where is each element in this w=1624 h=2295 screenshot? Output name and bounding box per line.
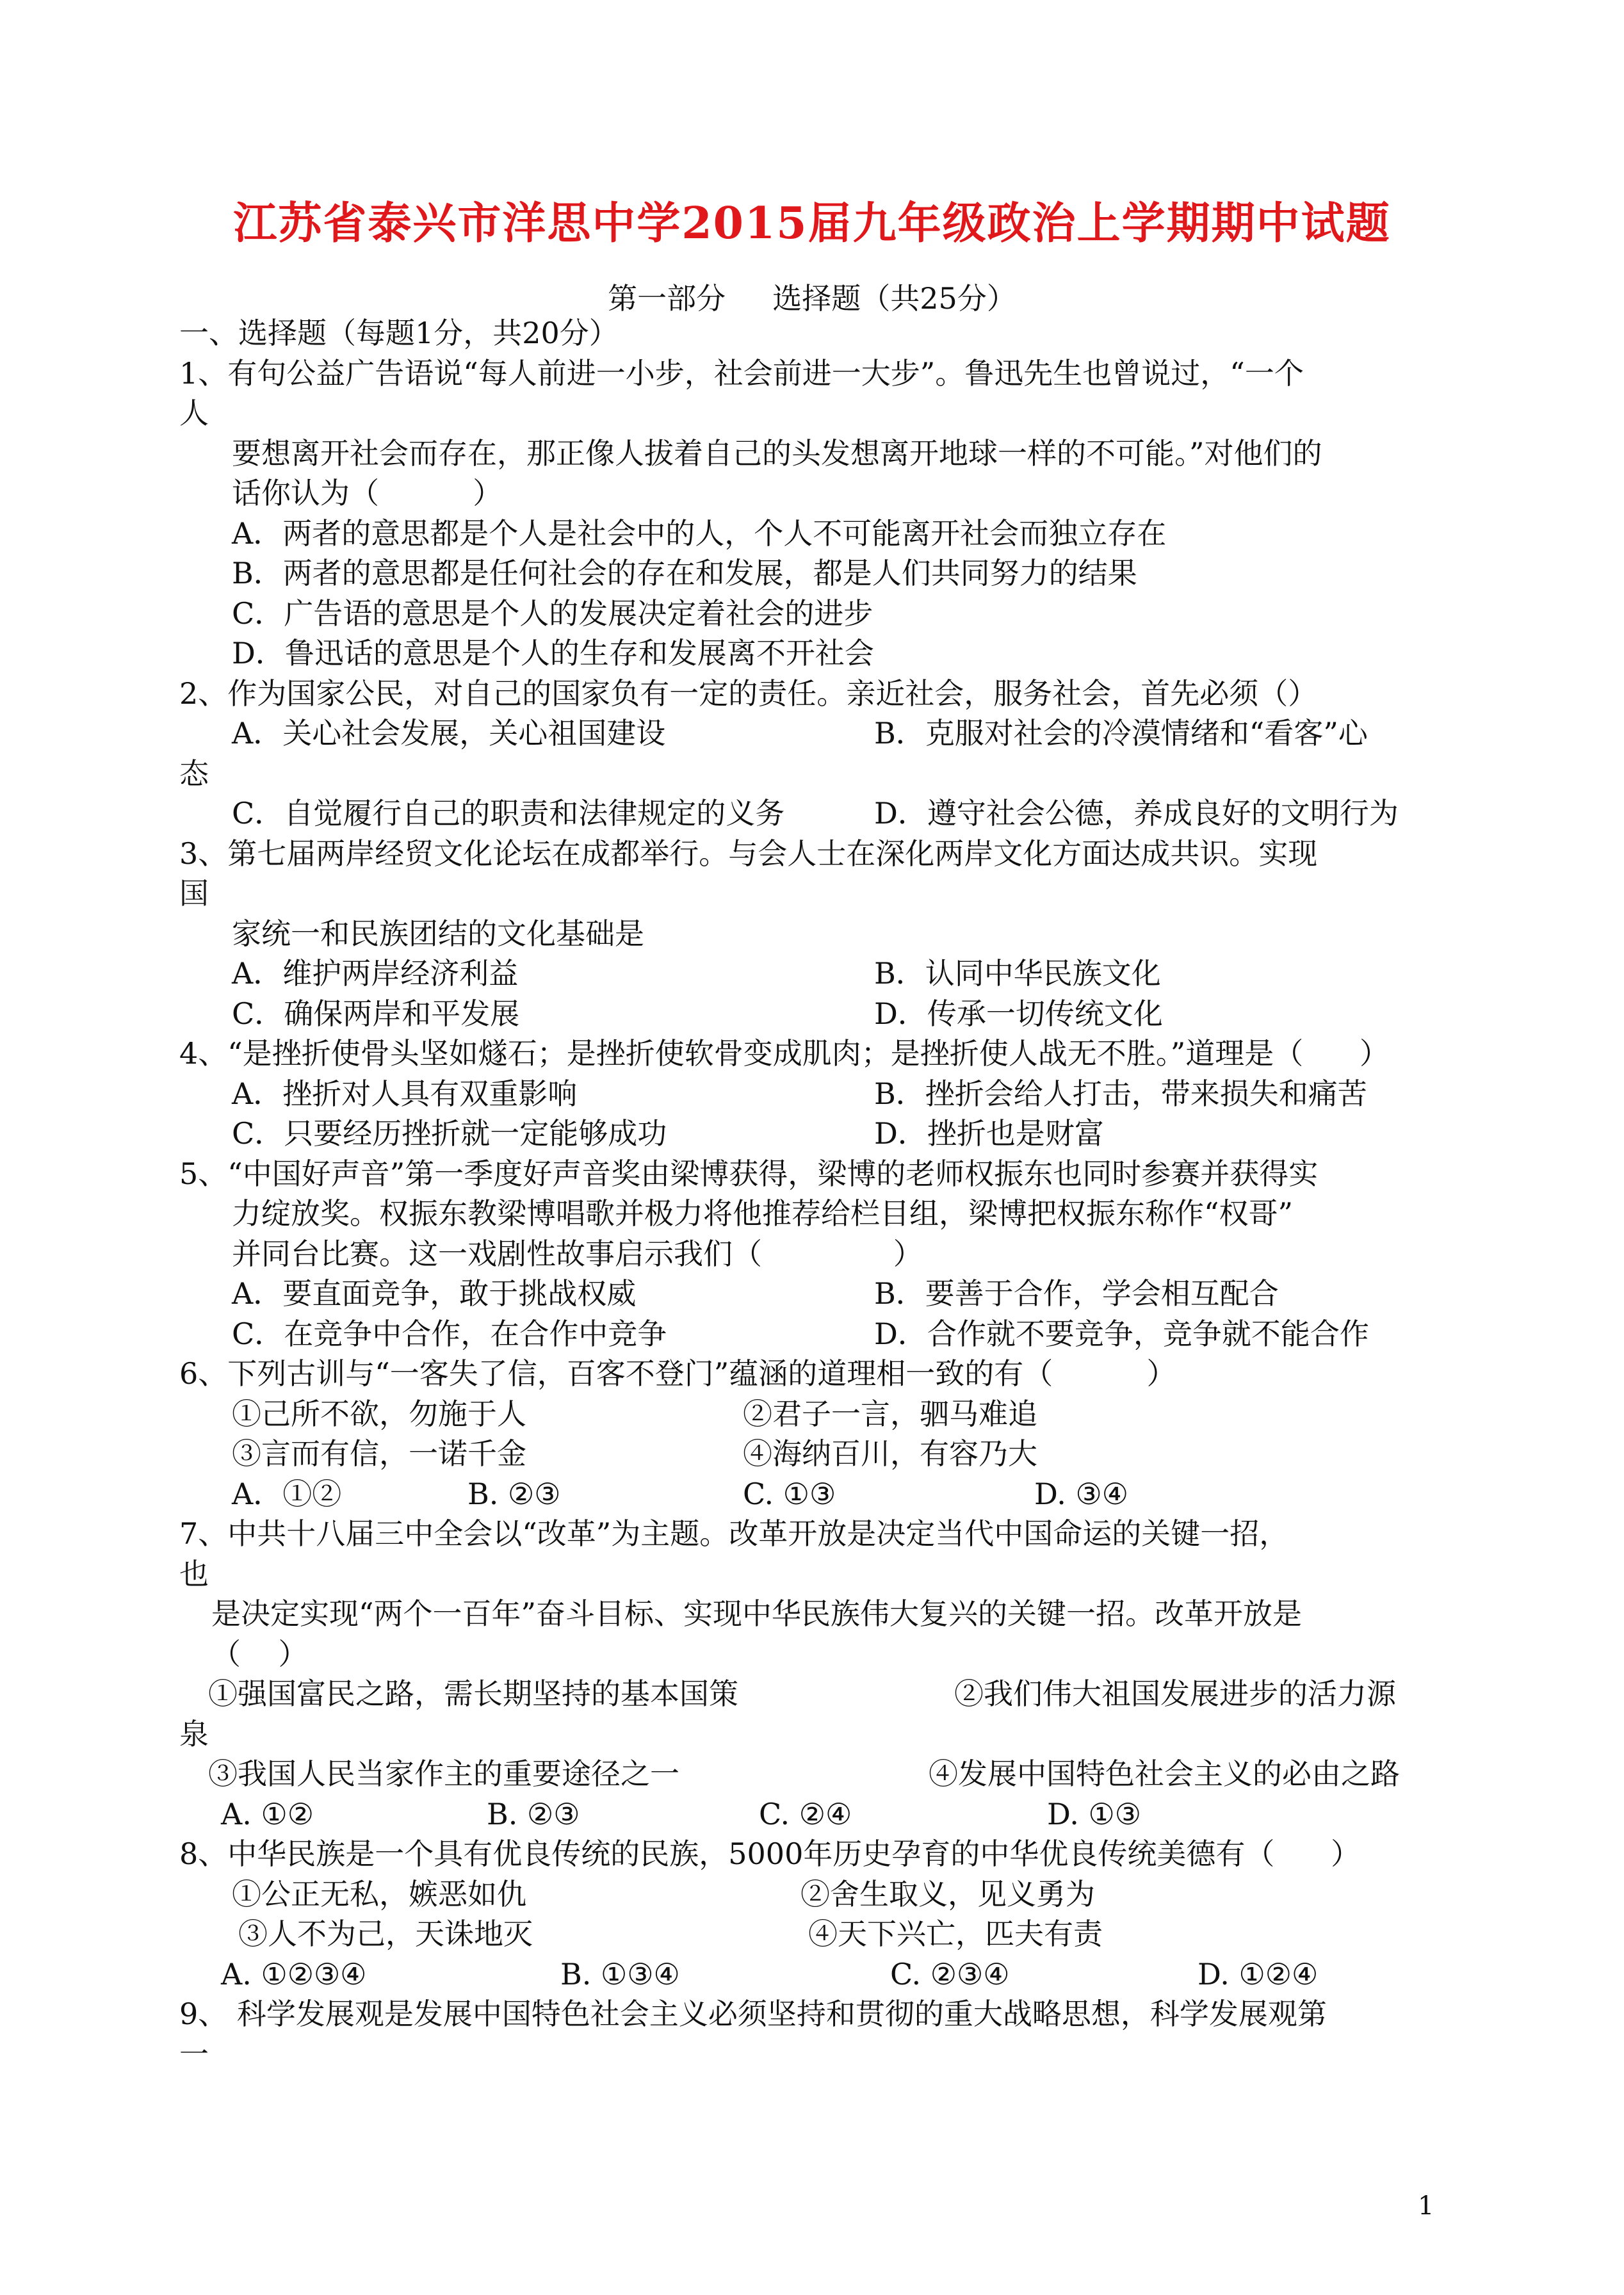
option-line: A．要直面竞争，敢于挑战权威 [232, 1276, 637, 1311]
option-line: A．①② [232, 1477, 342, 1511]
question-line: （ ） [211, 1637, 308, 1671]
option-line: A. ①②③④ [221, 1957, 367, 1991]
option-line: C．在竞争中合作，在合作中竞争 [232, 1317, 667, 1351]
option-line: D. ①③ [1047, 1797, 1141, 1831]
statement-line: 泉 [179, 1717, 209, 1751]
statement-line: ④发展中国特色社会主义的必由之路 [929, 1756, 1400, 1791]
question-line: 一 [179, 2037, 209, 2072]
option-line: B．两者的意思都是任何社会的存在和发展，都是人们共同努力的结果 [232, 556, 1137, 590]
statement-line: ③人不为己，天诛地灭 [238, 1917, 533, 1951]
document-title: 江苏省泰兴市洋思中学2015届九年级政治上学期期中试题 [233, 198, 1391, 249]
question-line: 要想离开社会而存在，那正像人拔着自己的头发想离开地球一样的不可能。”对他们的 [232, 436, 1322, 471]
option-line: C．确保两岸和平发展 [232, 996, 520, 1031]
option-line: D. ①②④ [1198, 1957, 1319, 1991]
option-line: D．遵守社会公德，养成良好的文明行为 [874, 796, 1399, 831]
option-line: C．自觉履行自己的职责和法律规定的义务 [232, 796, 785, 831]
question-line: 并同台比赛。这一戏剧性故事启示我们（ ） [232, 1237, 923, 1271]
question-line: 6、下列古训与“一客失了信，百客不登门”蕴涵的道理相一致的有（ ） [179, 1356, 1176, 1391]
option-line: C．只要经历挫折就一定能够成功 [232, 1116, 667, 1151]
option-line: B．克服对社会的冷漠情绪和“看客”心 [874, 716, 1368, 750]
option-line: B．要善于合作，学会相互配合 [874, 1276, 1279, 1311]
question-line: 8、中华民族是一个具有优良传统的民族，5000年历史孕育的中华优良传统美德有（ ） [179, 1837, 1361, 1871]
question-line: 5、“中国好声音”第一季度好声音奖由梁博获得，梁博的老师权振东也同时参赛并获得实 [179, 1156, 1319, 1191]
option-line: A．两者的意思都是个人是社会中的人，个人不可能离开社会而独立存在 [232, 516, 1167, 551]
option-line: B. ②③ [467, 1477, 561, 1511]
statement-line: ②君子一言，驷马难追 [743, 1397, 1037, 1431]
statement-line: ①公正无私，嫉恶如仇 [232, 1877, 526, 1911]
option-line: A. ①② [221, 1797, 314, 1831]
option-line: B. ①③④ [560, 1957, 680, 1991]
statement-line: ①己所不欲，勿施于人 [232, 1397, 526, 1431]
option-line: C. ①③ [743, 1477, 836, 1511]
statement-line: ④海纳百川，有容乃大 [743, 1436, 1037, 1471]
statement-line: ③言而有信，一诺千金 [232, 1436, 526, 1471]
statement-line: ②舍生取义，见义勇为 [800, 1877, 1095, 1911]
option-line: D．鲁迅话的意思是个人的生存和发展离不开社会 [232, 636, 874, 670]
question-line: 9、 科学发展观是发展中国特色社会主义必须坚持和贯彻的重大战略思想，科学发展观第 [179, 1997, 1327, 2031]
option-line: C. ②④ [759, 1797, 852, 1831]
question-line: 力绽放奖。权振东教梁博唱歌并极力将他推荐给栏目组，梁博把权振东称作“权哥” [232, 1196, 1294, 1231]
option-line: A．维护两岸经济利益 [232, 956, 519, 991]
question-line: 是决定实现“两个一百年”奋斗目标、实现中华民族伟大复兴的关键一招。改革开放是 [211, 1596, 1303, 1631]
question-line: 国 [179, 876, 209, 911]
page-number: 1 [1418, 2191, 1434, 2221]
question-line: 2、作为国家公民，对自己的国家负有一定的责任。亲近社会，服务社会，首先必须（） [179, 676, 1318, 711]
option-line: 态 [179, 756, 209, 791]
option-line: D. ③④ [1034, 1477, 1128, 1511]
question-line: 话你认为（ ） [232, 476, 503, 510]
option-line: D．挫折也是财富 [874, 1116, 1104, 1151]
option-line: D．合作就不要竞争，竞争就不能合作 [874, 1317, 1369, 1351]
question-line: 人 [179, 396, 209, 430]
option-line: D．传承一切传统文化 [874, 996, 1163, 1031]
question-line: 7、中共十八届三中全会以“改革”为主题。改革开放是决定当代中国命运的关键一招， [179, 1516, 1289, 1551]
question-line: 4、“是挫折使骨头坚如燧石；是挫折使软骨变成肌肉；是挫折使人战无不胜。”道理是（ ） [179, 1036, 1390, 1071]
statement-line: ②我们伟大祖国发展进步的活力源 [954, 1676, 1396, 1711]
option-line: A．挫折对人具有双重影响 [232, 1076, 578, 1111]
question-line: 3、第七届两岸经贸文化论坛在成都举行。与会人士在深化两岸文化方面达成共识。实现 [179, 836, 1318, 871]
statement-line: ③我国人民当家作主的重要途径之一 [208, 1756, 679, 1791]
question-line: 也 [179, 1557, 209, 1591]
option-line: A．关心社会发展，关心祖国建设 [232, 716, 666, 750]
part-heading: 第一部分 选择题（共25分） [608, 281, 1016, 316]
option-line: B．认同中华民族文化 [874, 956, 1161, 991]
question-line: 1、有句公益广告语说“每人前进一小步，社会前进一大步”。鲁迅先生也曾说过，“一个 [179, 356, 1304, 391]
option-line: B. ②③ [487, 1797, 580, 1831]
statement-line: ④天下兴亡，匹夫有责 [808, 1917, 1103, 1951]
option-line: C. ②③④ [890, 1957, 1010, 1991]
statement-line: ①强国富民之路，需长期坚持的基本国策 [208, 1676, 738, 1711]
option-line: B．挫折会给人打击，带来损失和痛苦 [874, 1076, 1367, 1111]
section-heading: 一、选择题（每题1分，共20分） [179, 316, 619, 350]
option-line: C．广告语的意思是个人的发展决定着社会的进步 [232, 596, 873, 631]
question-line: 家统一和民族团结的文化基础是 [232, 916, 644, 951]
